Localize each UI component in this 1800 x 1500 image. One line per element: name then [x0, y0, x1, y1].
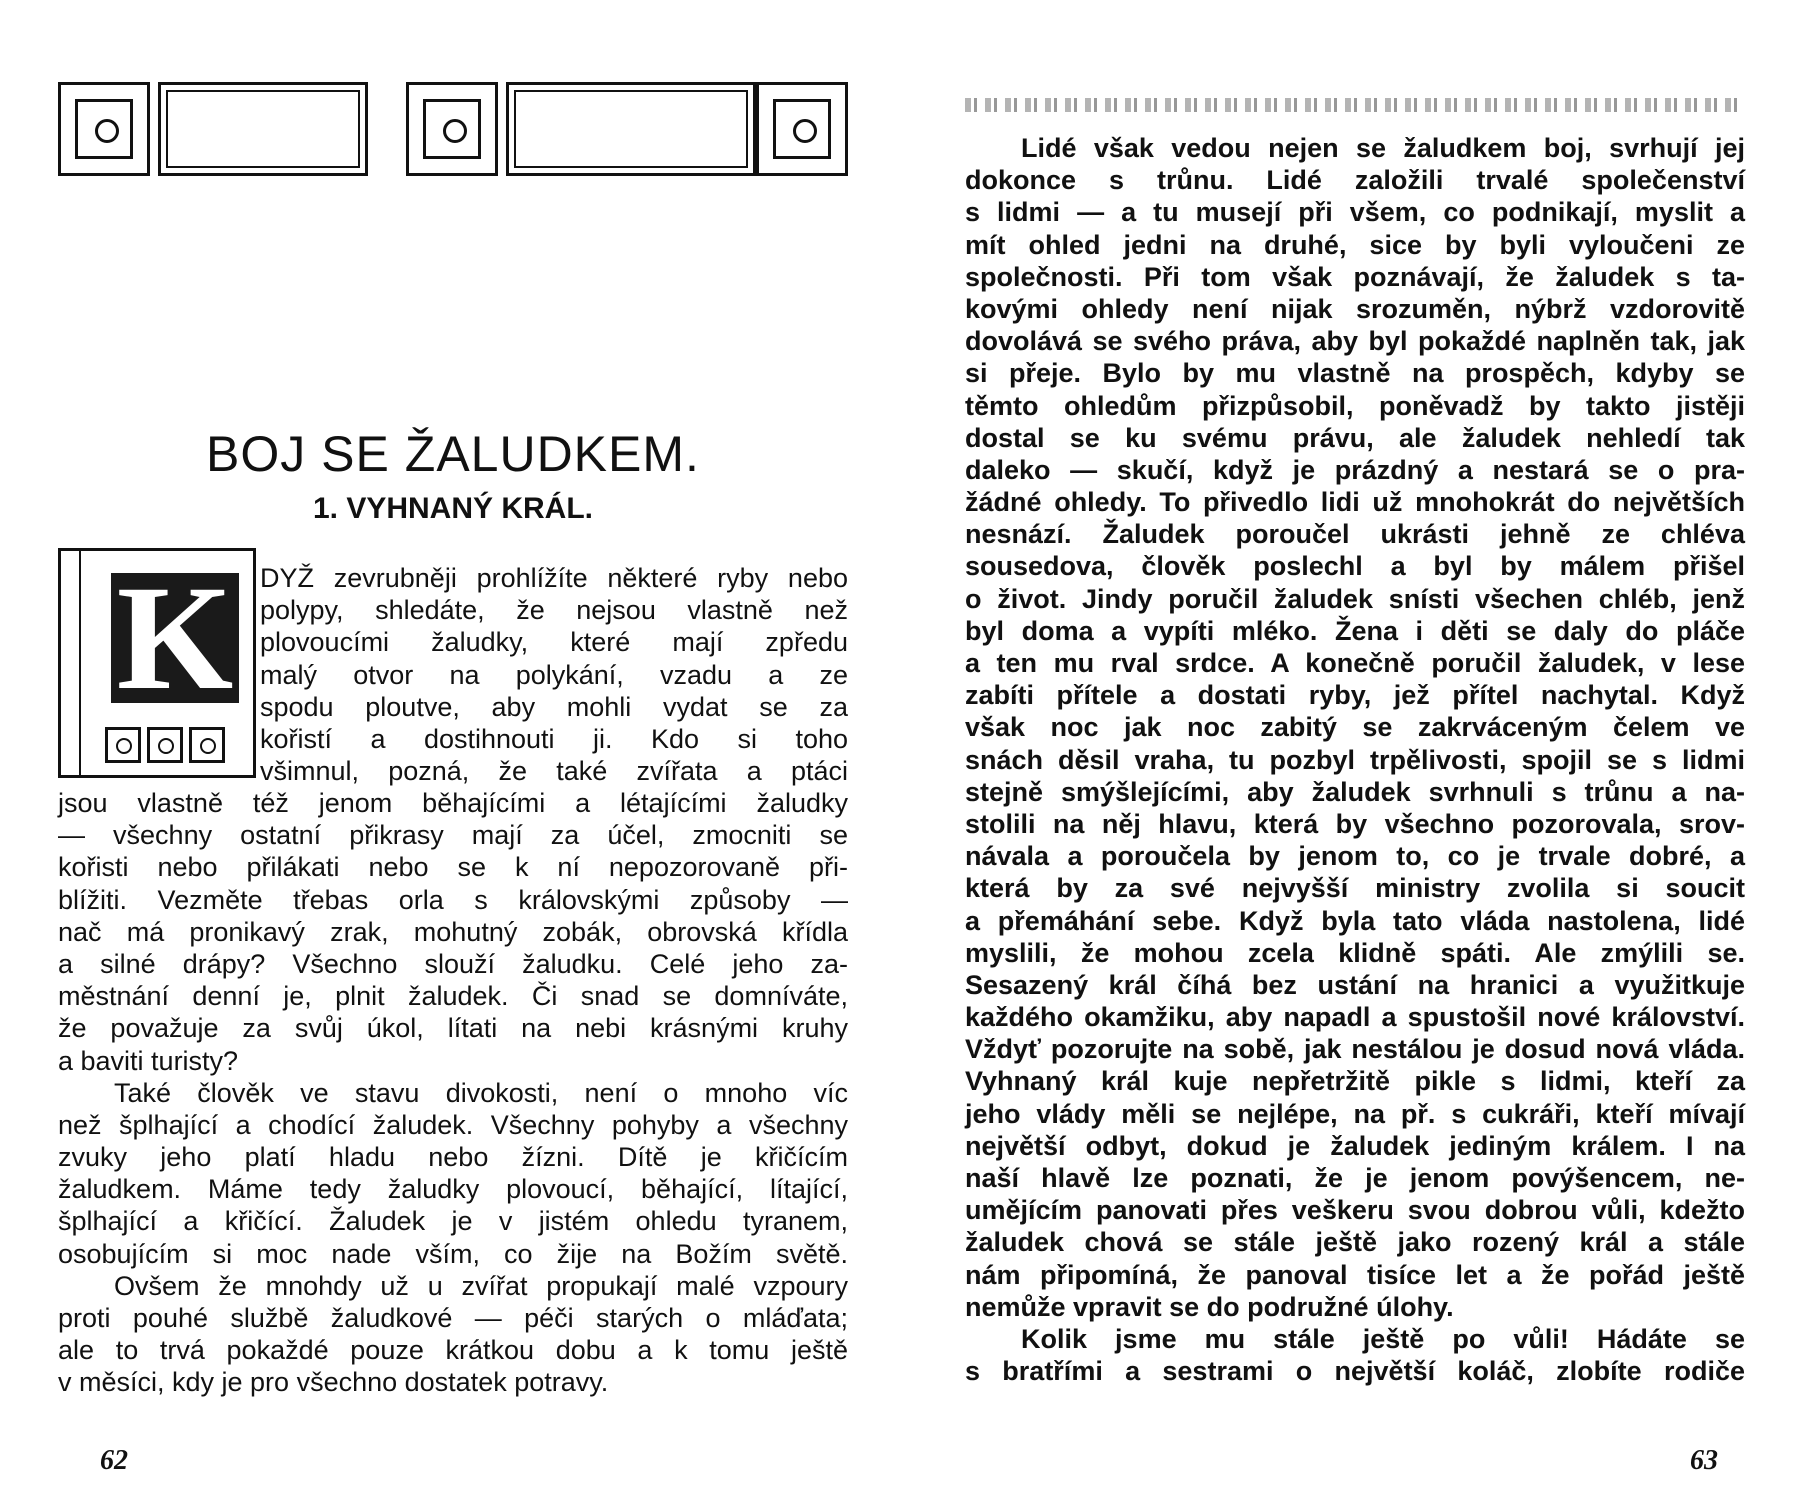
text-line: naší hlavě lze poznati, že je jenom povýšencem, ne- [965, 1163, 1745, 1193]
text-line: s lidmi — a tu musejí při všem, co podnikají, myslit a [965, 197, 1745, 228]
text-line: a přemáhání sebe. Když byla tato vláda nastolena, lidé [965, 905, 1745, 936]
text-line: zvuky jeho platí hladu nebo žízni. Dítě je křičícím [58, 1142, 848, 1173]
ornament-square-icon [756, 82, 848, 176]
drop-cap-letter: K [111, 573, 239, 703]
text-line: zabíti přítele a dostati ryby, jež přítel nachytal. Když [965, 680, 1745, 711]
ornament-square-icon [58, 82, 150, 176]
text-line: malý otvor na polykání, vzadu a ze [260, 659, 848, 690]
text-line: nám připomíná, že panoval tisíce let a že pořád ještě [965, 1259, 1745, 1290]
ornament-panel [506, 82, 756, 176]
drop-cap-frame [58, 548, 256, 778]
text-line: společnosti. Při tom však poznávají, že žaludek s ta- [965, 261, 1745, 292]
text-line: a ten mu rval srdce. A konečně poručil žaludek, v lese [965, 648, 1745, 678]
text-line: jeho vlády měli se nejlépe, na př. s cukráři, kteří mívají [965, 1098, 1745, 1129]
print-smudge [965, 98, 1745, 112]
text-line: kovými ohledy není nijak srozuměn, nýbrž vzdorovitě [965, 293, 1745, 324]
body-text-left [58, 787, 848, 1399]
text-line: umějícím panovati přes veškeru svou dobrou vůli, kdežto [965, 1195, 1745, 1226]
text-line: žádné ohledy. To přivedlo lidi už mnohokrát do největších [965, 487, 1745, 518]
text-line: než šplhající a chodící žaludek. Všechny pohyby a všechny [58, 1109, 848, 1140]
text-line: snách děsil vraha, tu pozbyl trpělivosti, spojil se s lidmi [965, 744, 1745, 775]
text-line: Lidé však vedou nejen se žaludkem boj, svrhují jej [1021, 133, 1745, 163]
text-line: stejně smýšlejícími, aby žaludek svrhnuli s trůnu a na- [965, 776, 1745, 807]
body-text-right [965, 132, 1745, 1387]
text-line: kořisti nebo přilákati nebo se k ní nepozorovaně při- [58, 852, 848, 883]
text-line: blížiti. Vezměte třebas orla s královskými způsoby — [58, 884, 848, 915]
text-line: jsou vlastně též jenom běhajícími a létajícími žaludky [58, 788, 848, 818]
text-line: nesnází. Žaludek poroučel ukrásti jehně ze chléva [965, 519, 1745, 550]
text-line: žaludek chová se stále ještě jako rozený král a stále [965, 1227, 1745, 1258]
intro-paragraph-wrapped [260, 562, 848, 787]
ornament-panel [158, 82, 368, 176]
ornamental-header [58, 82, 848, 180]
text-line: každého okamžiku, aby napadl a spustošil nové království. [965, 1002, 1745, 1033]
text-line: sousedova, člověk poslechl a byl by málem přišel [965, 551, 1745, 582]
text-line: dovolává se svého práva, aby byl pokaždé naplněn tak, jak [965, 326, 1745, 357]
text-line: Také člověk ve stavu divokosti, není o mnoho víc [114, 1077, 848, 1108]
text-line: osobujícím si moc nade vším, co žije na Božím světě. [58, 1238, 848, 1269]
text-line: žaludkem. Máme tedy žaludky plovoucí, běhající, lítající, [58, 1174, 848, 1205]
text-line: šplhající a křičící. Žaludek je v jistém ohledu tyranem, [58, 1206, 848, 1237]
text-line: městnání denní je, plnit žaludek. Či snad se domníváte, [58, 981, 848, 1012]
section-title: 1. VYHNANÝ KRÁL. [312, 492, 594, 525]
text-line: o život. Jindy poručil žaludek snísti všechen chléb, jenž [965, 583, 1745, 614]
text-line: která by za své nejvyšší ministry zvolila si soucit [965, 873, 1745, 904]
text-line: s bratřími a sestrami o největší koláč, zlobíte rodiče [965, 1356, 1745, 1387]
page-number: 63 [1690, 1445, 1718, 1476]
text-line: v měsíci, kdy je pro všechno dostatek potravy. [58, 1367, 609, 1398]
text-line: dostal se ku svému právu, ale žaludek nehledí tak [965, 422, 1745, 453]
text-line: Sesazený král číhá bez ustání na hranici a využitkuje [965, 969, 1745, 1000]
text-line: že považuje za svůj úkol, lítati na nebi krásnými kruhy [58, 1013, 848, 1044]
text-line: ale to trvá pokaždé pouze krátkou dobu a k tomu ještě [58, 1335, 848, 1366]
ornament-square-icon [105, 727, 141, 763]
text-line: nač má pronikavý zrak, mohutný zobák, obrovská křídla [58, 916, 848, 947]
text-line: dokonce s trůnu. Lidé založili trvalé společenství [965, 165, 1745, 196]
text-line: proti pouhé službě žaludkové — péči starých o mláďata; [58, 1303, 848, 1333]
chapter-title: BOJ SE ŽALUDKEM. [206, 426, 700, 482]
ornament-square-icon [189, 727, 225, 763]
text-line: daleko — skučí, když je prázdný a nestará se o pra- [965, 454, 1745, 485]
text-line: kořistí a dostihnouti ji. Kdo si toho [260, 723, 848, 754]
text-line: spodu ploutve, aby mohli vydat se za [260, 691, 848, 722]
text-line: nemůže vpravit se do podružné úlohy. [965, 1291, 1454, 1322]
text-line: a baviti turisty? [58, 1045, 239, 1076]
text-line: největší odbyt, dokud je žaludek jediným králem. I na [965, 1130, 1745, 1161]
text-line: Kolik jsme mu stále ještě po vůli! Hádáte se [1021, 1323, 1745, 1354]
text-line: myslili, že mohou zcela klidně spáti. Ale zmýlili se. [965, 937, 1745, 968]
text-line: a silné drápy? Všechno slouží žaludku. Celé jeho za- [58, 948, 848, 979]
text-line: návala a poroučela by jenom to, co je trvale dobré, a [965, 841, 1745, 872]
drop-cap-rule [79, 551, 81, 775]
text-line: DYŽ zevrubněji prohlížíte některé ryby nebo [260, 563, 848, 593]
ornament-square-icon [147, 727, 183, 763]
text-line: stolili na něj hlavu, která by všechno pozorovala, srov- [965, 808, 1745, 839]
text-line: — všechny ostatní přikrasy mají za účel, zmocniti se [58, 820, 848, 851]
text-line: Ovšem že mnohdy už u zvířat propukají malé vzpoury [114, 1270, 848, 1301]
text-line: plovoucími žaludky, které mají zpředu [260, 627, 848, 658]
text-line: mít ohled jedni na druhé, sice by byli vyloučeni ze [965, 229, 1745, 260]
text-line: však noc jak noc zabitý se zakrváceným čelem ve [965, 712, 1745, 743]
text-line: Vždyť pozorujte na sobě, jak nestálou je dosud nová vláda. [965, 1034, 1745, 1065]
text-line: byl doma a vypíti mléko. Žena i děti se daly do pláče [965, 615, 1745, 646]
text-line: Vyhnaný král kuje nepřetržitě pikle s lidmi, kteří za [965, 1066, 1745, 1097]
text-line: polypy, shledáte, že nejsou vlastně než [260, 595, 848, 626]
right-page [900, 0, 1800, 1500]
text-line: všimnul, pozná, že také zvířata a ptáci [260, 756, 848, 787]
page-number: 62 [100, 1445, 128, 1476]
ornament-square-icon [406, 82, 498, 176]
text-line: si přeje. Bylo by mu vlastně na prospěch, kdyby se [965, 358, 1745, 389]
text-line: těmto ohledům přizpůsobil, poněvadž by takto jistěji [965, 390, 1745, 421]
